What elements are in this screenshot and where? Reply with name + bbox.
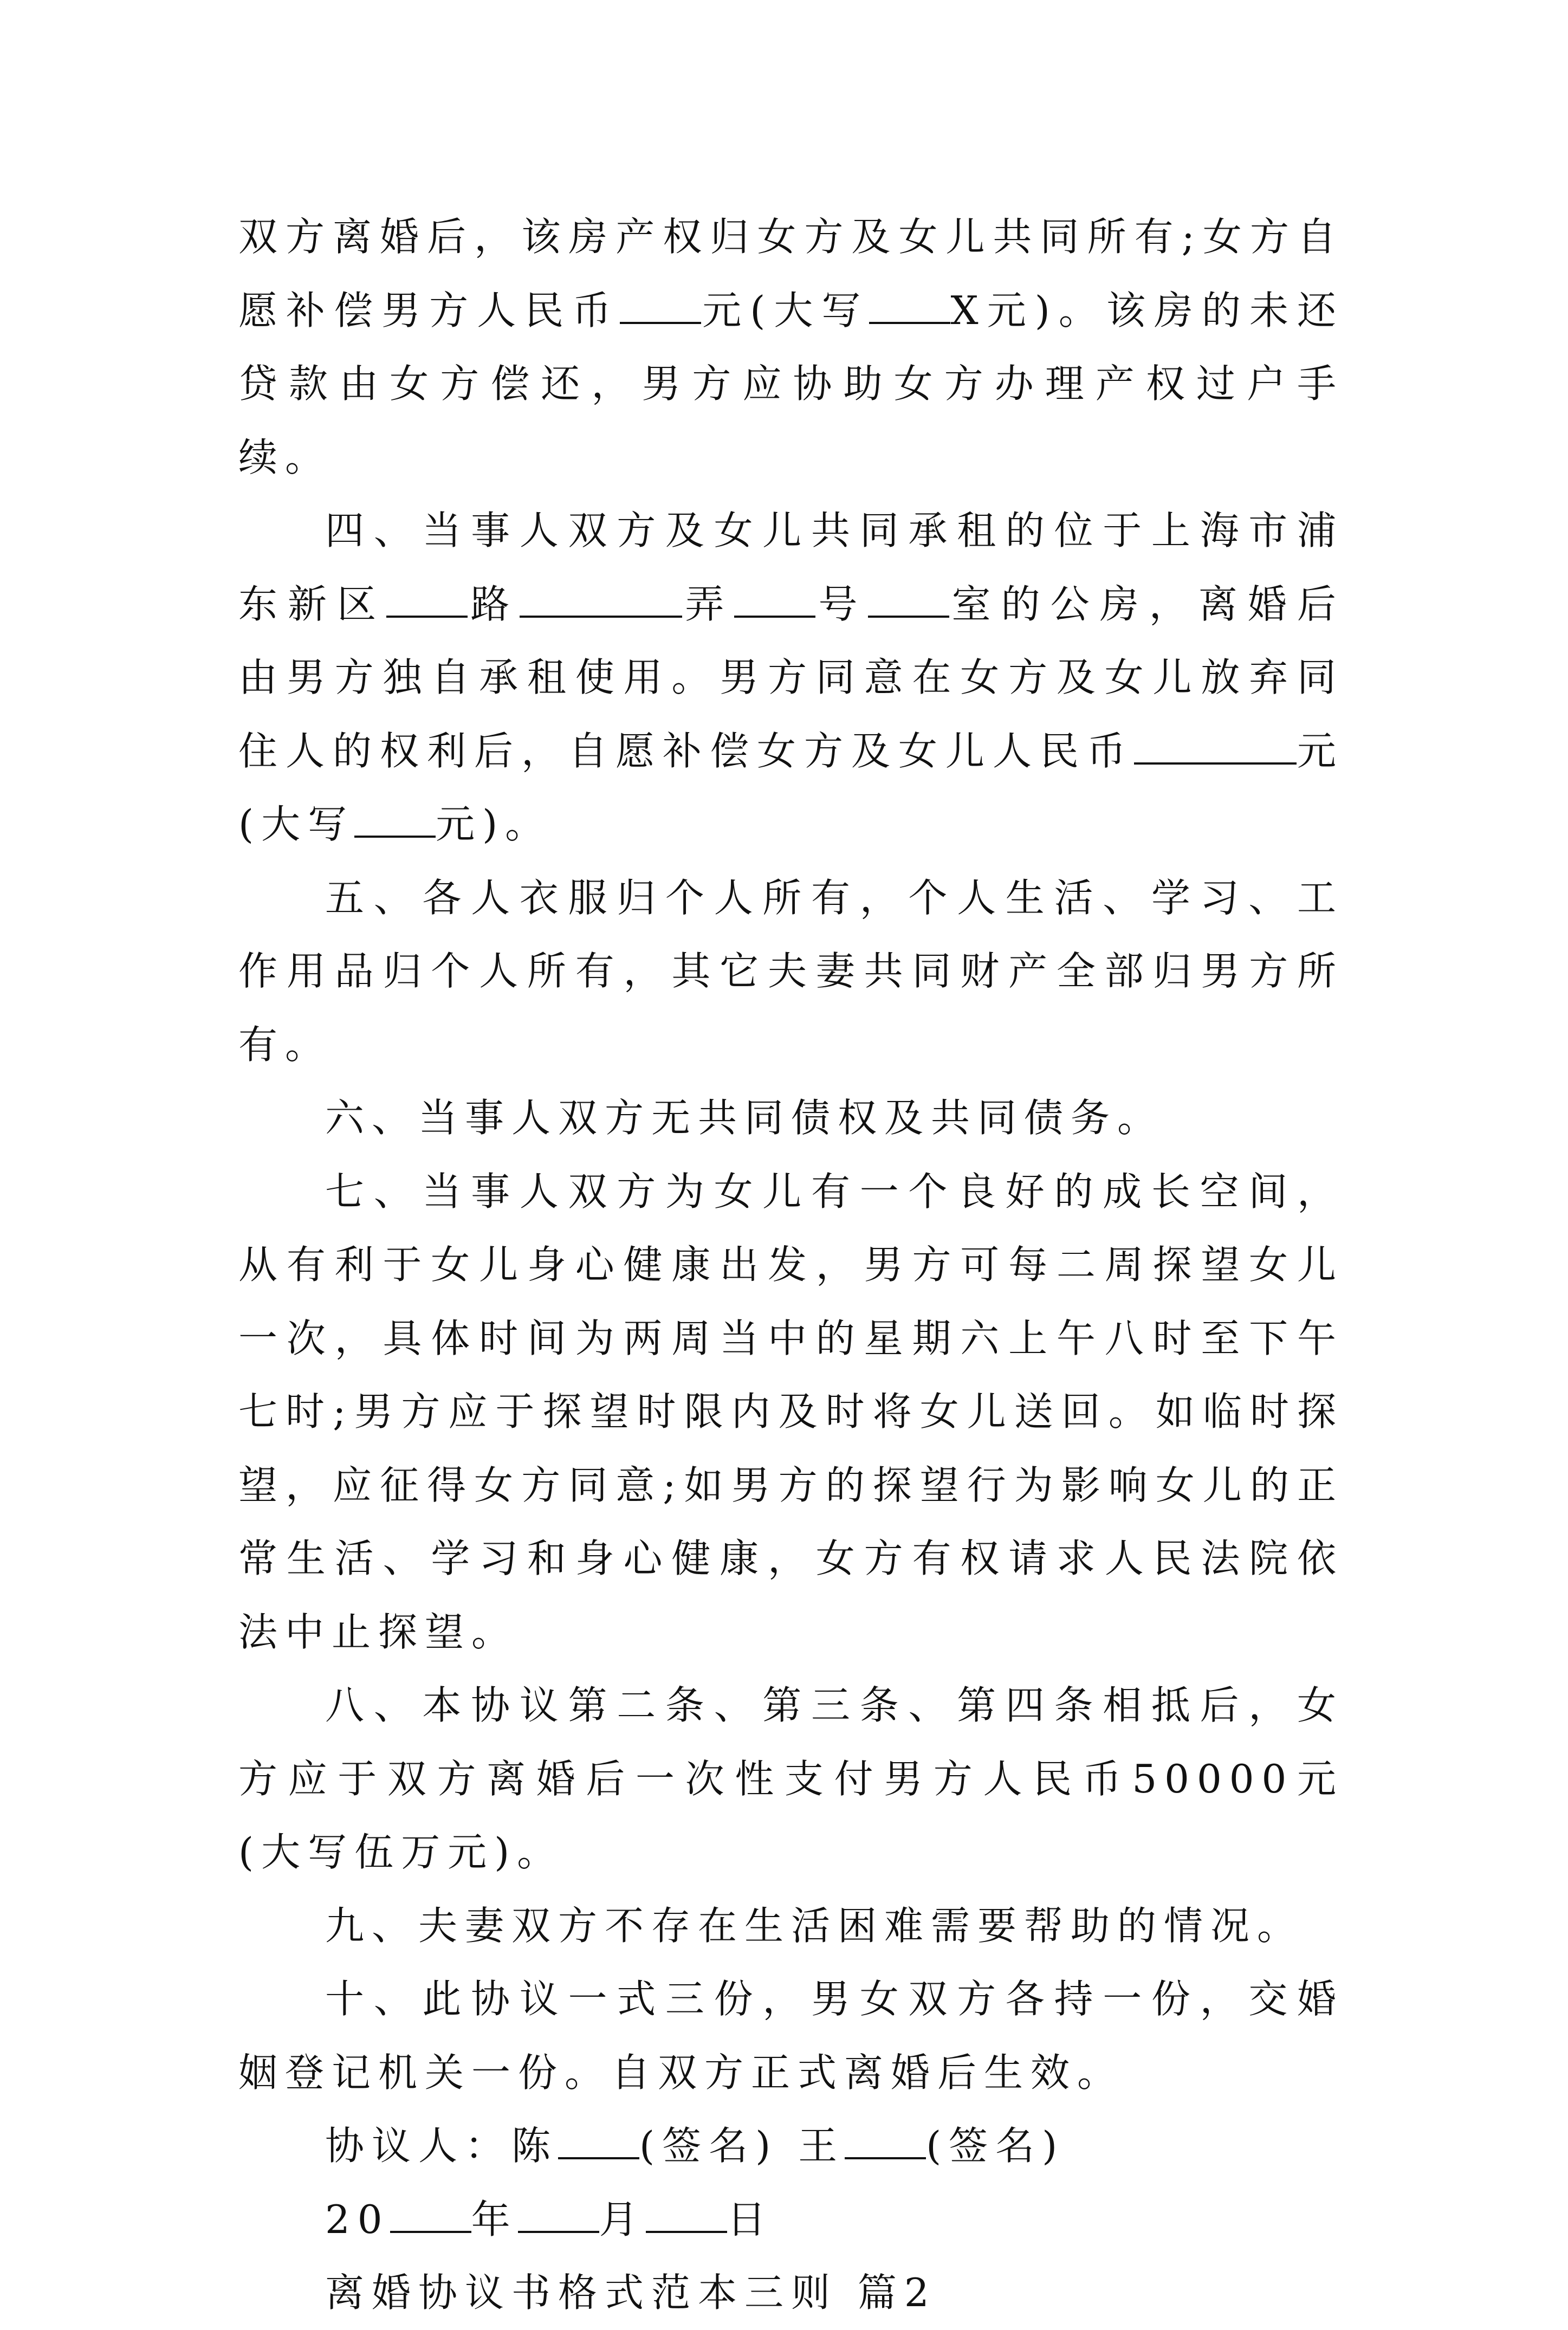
text-segment: 号 bbox=[815, 581, 868, 627]
blank-number bbox=[734, 582, 815, 617]
blank-road bbox=[386, 582, 468, 617]
document-body bbox=[238, 200, 1344, 2330]
text-segment: (签名) 王 bbox=[639, 2123, 845, 2169]
date-line bbox=[238, 2183, 1344, 2257]
text-segment: 日 bbox=[727, 2196, 774, 2242]
text-segment: (签名) bbox=[926, 2123, 1065, 2169]
paragraph-clause-6: 六、当事人双方无共同债权及共同债务。 bbox=[325, 1095, 1164, 1141]
signature-line bbox=[238, 2109, 1344, 2183]
text-segment: 元)。 bbox=[436, 801, 552, 847]
blank-signature-chen bbox=[558, 2124, 639, 2159]
text-segment: 20 bbox=[325, 2196, 390, 2242]
text-segment: 双方离婚后，该房产权归女方及女儿共同所有;女方自愿补偿男方人民币 bbox=[238, 214, 1344, 333]
blank-amount-capital bbox=[354, 802, 436, 838]
paragraph-clause-8: 八、本协议第二条、第三条、第四条相抵后，女方应于双方离婚后一次性支付男方人民币50000元(大写伍万元)。 bbox=[238, 1682, 1344, 1875]
blank-amount bbox=[620, 288, 701, 323]
paragraph-clause-10: 十、此协议一式三份，男女双方各持一份，交婚姻登记机关一份。自双方正式离婚后生效。 bbox=[238, 1976, 1344, 2095]
text-segment: 四、当事人双方及女儿共同承租的位于上海市浦东新区 bbox=[238, 508, 1344, 627]
text-segment: 路 bbox=[468, 581, 520, 627]
blank-room bbox=[868, 582, 949, 617]
paragraph-clause-5: 五、各人衣服归个人所有，个人生活、学习、工作用品归个人所有，其它夫妻共同财产全部归男方所有。 bbox=[238, 875, 1344, 1067]
text-segment: 月 bbox=[599, 2196, 646, 2242]
next-section-title: 离婚协议书格式范本三则 篇2 bbox=[325, 2270, 937, 2315]
text-segment: 协议人：陈 bbox=[325, 2123, 559, 2169]
paragraph-clause-4 bbox=[238, 494, 1344, 862]
blank-amount-capital bbox=[869, 288, 950, 323]
blank-month bbox=[518, 2197, 599, 2232]
text-segment: 元(大写 bbox=[701, 287, 870, 333]
text-segment: 元(大写 bbox=[238, 728, 1344, 847]
paragraph-property-continued bbox=[238, 200, 1344, 494]
text-segment: 年 bbox=[471, 2196, 518, 2242]
text-segment: X元)。该房的未还贷款由女方偿还，男方应协助女方办理产权过户手续。 bbox=[238, 287, 1344, 480]
blank-amount bbox=[1134, 729, 1297, 764]
blank-year bbox=[390, 2197, 471, 2232]
blank-lane bbox=[520, 582, 682, 617]
paragraph-clause-9: 九、夫妻双方不存在生活困难需要帮助的情况。 bbox=[325, 1902, 1304, 1949]
text-segment: 弄 bbox=[682, 581, 735, 627]
blank-signature-wang bbox=[845, 2124, 926, 2159]
text-segment: 室的公房，离婚后由男方独自承租使用。男方同意在女方及女儿放弃同住人的权利后，自愿补偿女方及女儿人民币 bbox=[238, 581, 1344, 774]
blank-day bbox=[646, 2197, 727, 2232]
paragraph-clause-7: 七、当事人双方为女儿有一个良好的成长空间，从有利于女儿身心健康出发，男方可每二周探望女儿一次，具体时间为两周当中的星期六上午八时至下午七时;男方应于探望时限内及时将女儿送回。如临时探望，应征得女方同意;如男方的探望行为影响女儿的正常生活、学习和身心健康，女方有权请求人民法院依法中止探望。 bbox=[238, 1168, 1344, 1655]
